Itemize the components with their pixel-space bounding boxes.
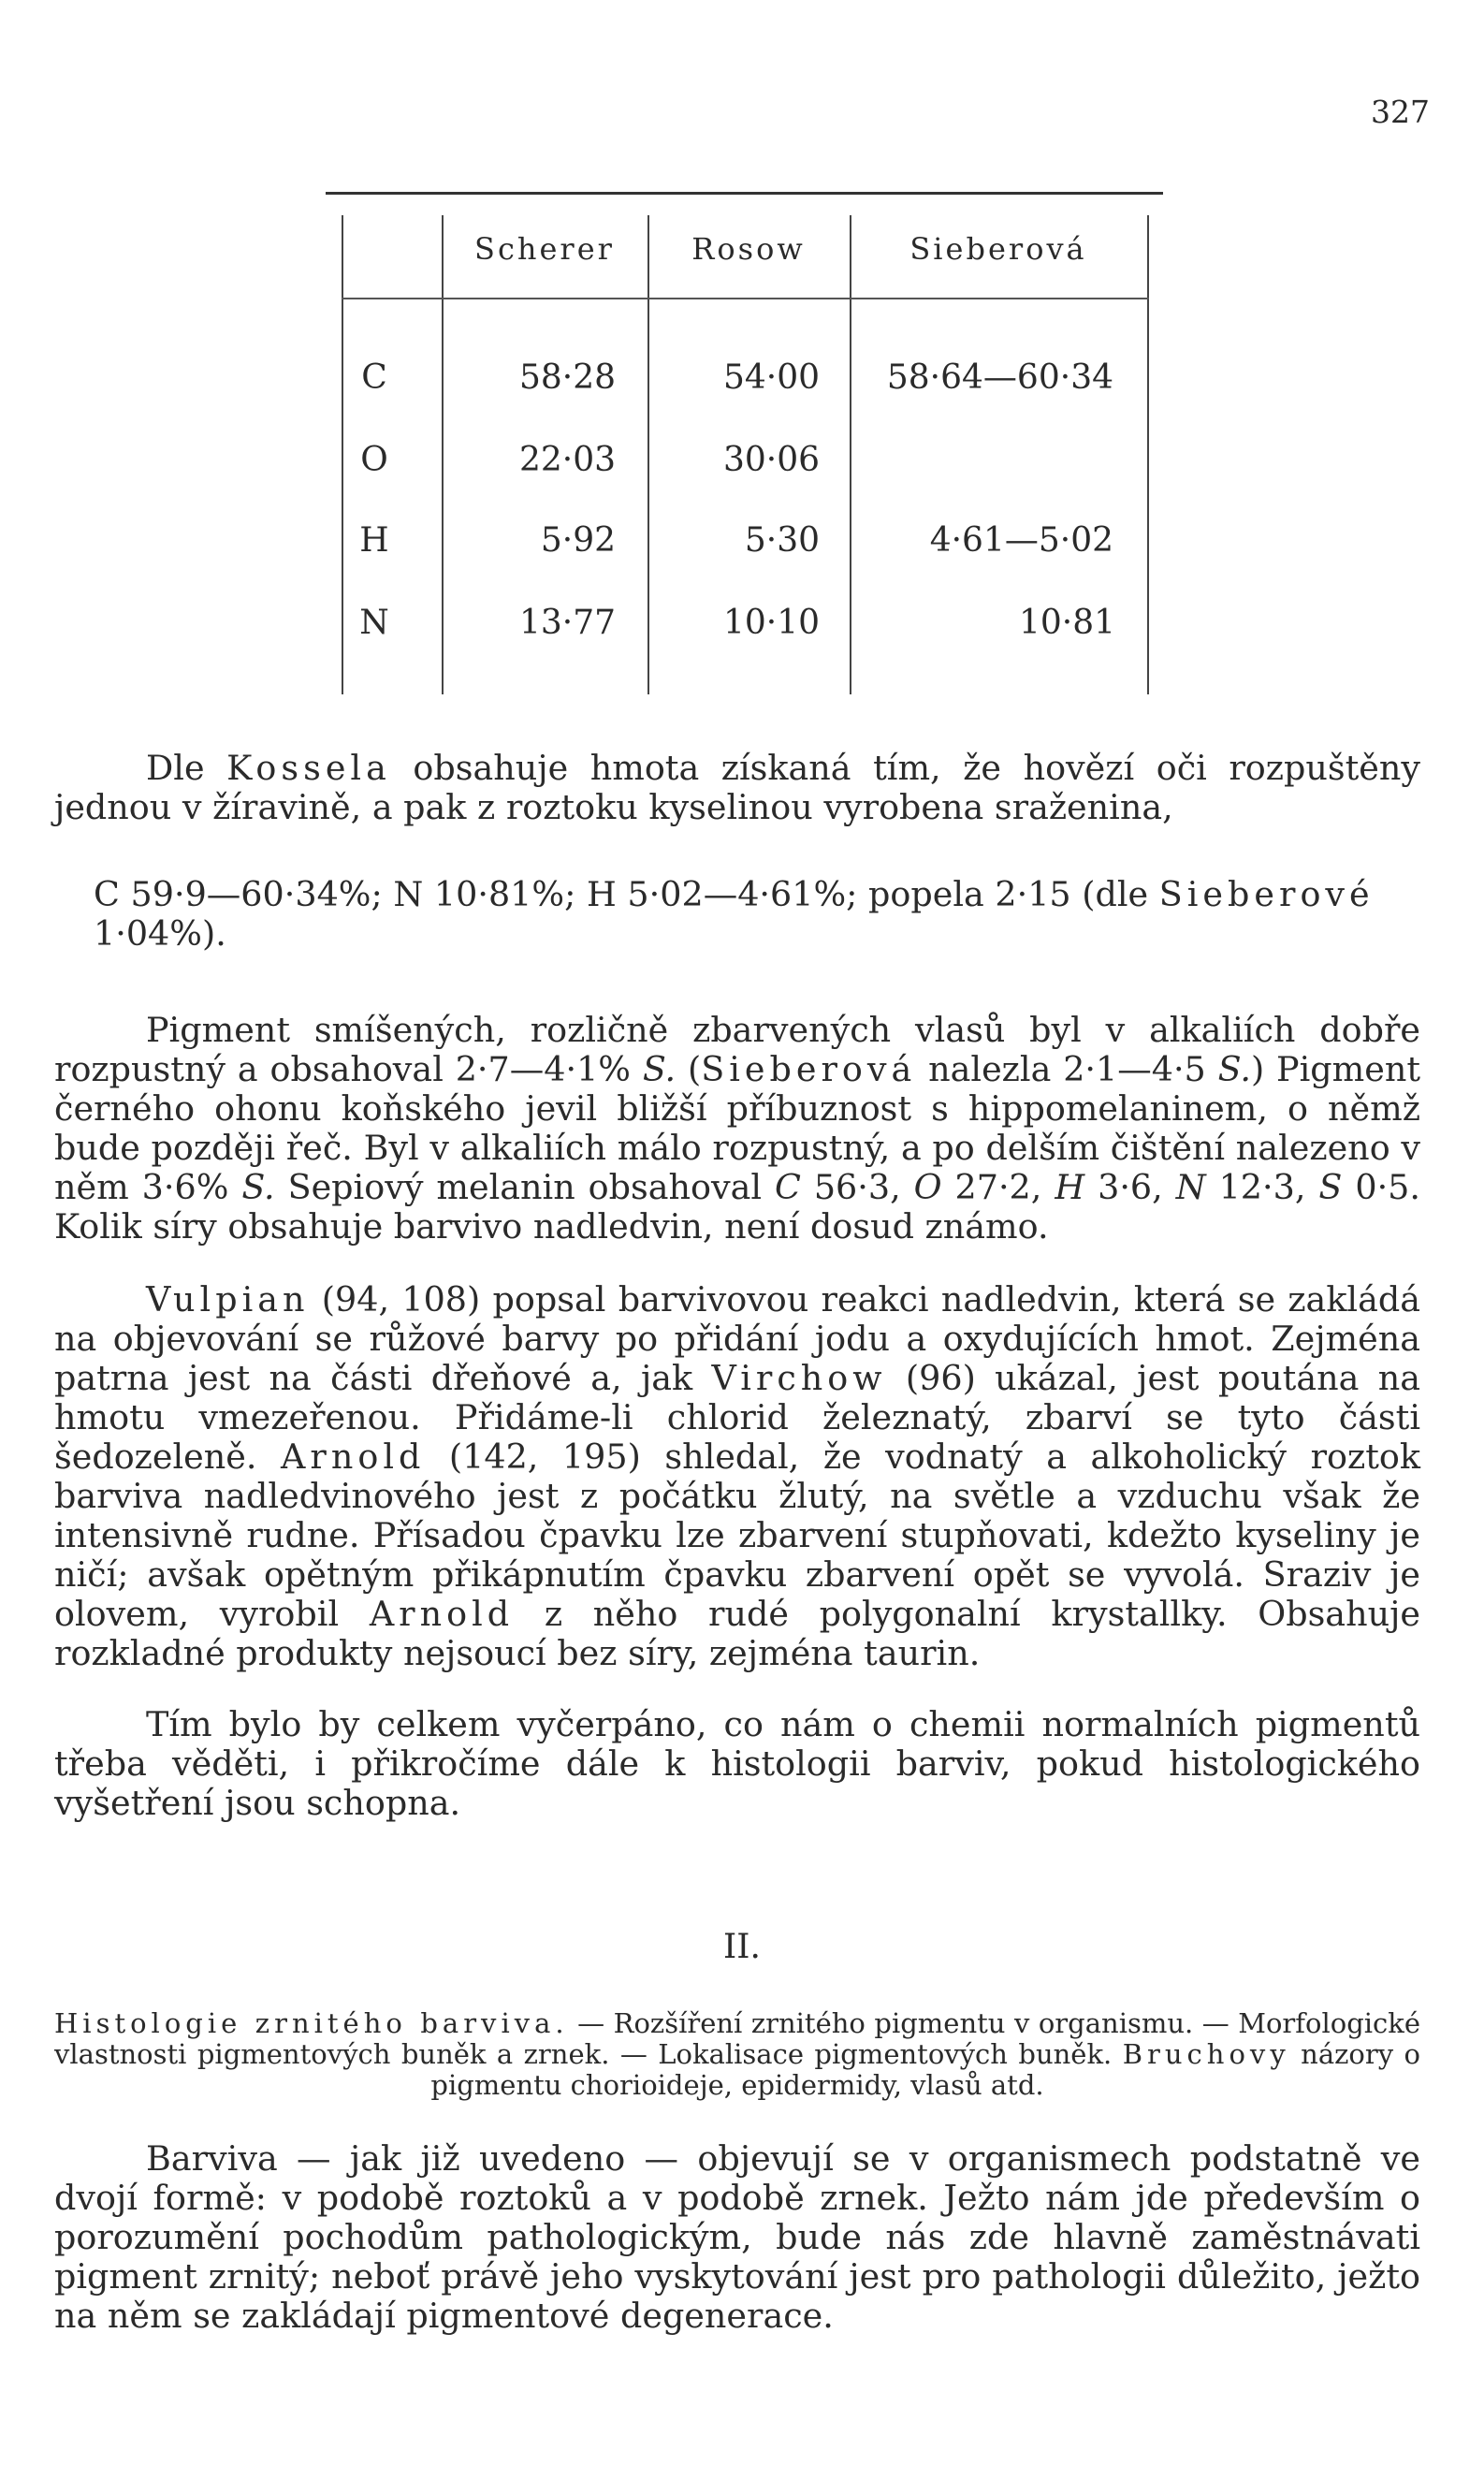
table-right-border <box>1147 215 1149 694</box>
table-cell: 54·00 <box>722 358 820 397</box>
author-name: Histologie zrnitého barviva. <box>54 2007 569 2039</box>
author-name: Sieberová <box>701 1049 917 1089</box>
formula-composition: C 59·9—60·34%; N 10·81%; H 5·02—4·61%; popela 2·15 (dle Sieberové 1·04%). <box>94 874 1375 954</box>
paragraph-vulpian: Vulpian (94, 108) popsal barvivovou reakci nadledvin, která se zakládá na objevování se růžové barvy po přidání jodu a oxydujících hmot. Zejména patrna jest na části dřeňové a, jak Virchow (96) ukázal, jest poutána na hmotu vmezeřenou. Přidáme-li chlorid železnatý, zbarví se tyto části šedozeleně. Arnold (142, 195) shledal, že vodnatý a alkoholický roztok barviva nadledvinového jest z počátku žlutý, na světle a vzduchu však že intensivně rudne. Přísadou čpavku lze zbarvení stupňovati, kdežto kyseliny je ničí; avšak opětným přikápnutím čpavku zbarvení opět se vyvolá. Sraziv je olovem, vyrobil Arnold z něho rudé polygonalní krystallky. Obsahuje rozkladné produkty nejsoucí bez síry, zejména taurin. <box>54 1279 1420 1673</box>
section-number: II. <box>723 1928 761 1966</box>
table-cell: 58·64—60·34 <box>886 358 1113 397</box>
page-number: 327 <box>1371 94 1430 130</box>
author-name: Virchow <box>711 1358 887 1398</box>
section-summary: Histologie zrnitého barviva. — Rozšíření zrnitého pigmentu v organismu. — Morfologické vlastnosti pigmentových buněk a zrnek. — Lokalisace pigmentových buněk. Bruchovy názory o pigmentu chorioideje, epidermidy, vlasů atd. <box>54 2007 1421 2101</box>
table-cell: 10·81 <box>1018 604 1115 642</box>
author-name: Arnold <box>369 1594 515 1634</box>
row-label: O <box>360 441 388 479</box>
paragraph-kossel: Dle Kossela obsahuje hmota získaná tím, že hovězí oči rozpuštěny jednou v žíravině, a pak z roztoku kyselinou vyrobena sraženina, <box>54 748 1421 827</box>
table-cell: 10·10 <box>722 604 820 642</box>
table-cell: 22·03 <box>518 441 616 479</box>
table-header-sieberova: Sieberová <box>909 231 1087 267</box>
paragraph-pigment-hair: Pigment smíšených, rozličně zbarvených vlasů byl v alkaliích dobře rozpustný a obsahoval 2·7—4·1% S. (Sieberová nalezla 2·1—4·5 S.) Pigment černého ohonu koňského jevil bližší příbuznost s hippomelaninem, o němž bude později řeč. Byl v alkaliích málo rozpustný, a po delším čištění nalezeno v něm 3·6% S. Sepiový melanin obsahoval C 56·3, O 27·2, H 3·6, N 12·3, S 0·5. Kolik síry obsahuje barvivo nadledvin, není dosud známo. <box>54 1010 1421 1247</box>
row-label: N <box>359 604 389 642</box>
author-name: Arnold <box>281 1436 426 1477</box>
author-name: Kossela <box>226 748 391 788</box>
composition-table <box>326 192 1163 694</box>
table-top-rule <box>326 192 1163 195</box>
table-cell: 5·92 <box>540 521 616 560</box>
paragraph-barviva: Barviva — jak již uvedeno — objevují se v organismech podstatně ve dvojí formě: v podobě roztoků a v podobě zrnek. Ježto nám jde především o porozumění pochodům pathologickým, bude nás zde hlavně zaměstnávati pigment zrnitý; neboť právě jeho vyskytování jest pro pathologii důležito, ježto na něm se zakládají pigmentové degenerace. <box>54 2138 1420 2336</box>
table-header-rule <box>342 298 1149 299</box>
author-name: Bruchovy <box>1122 2038 1290 2070</box>
table-header-scherer: Scherer <box>474 231 615 267</box>
table-cell: 5·30 <box>744 521 820 560</box>
table-cell: 30·06 <box>722 441 820 479</box>
author-name: Sieberové <box>1158 874 1375 914</box>
table-cell: 58·28 <box>518 358 616 397</box>
row-label: H <box>359 521 389 560</box>
table-cell: 13·77 <box>518 604 616 642</box>
row-label: C <box>361 358 387 397</box>
table-cell: 4·61—5·02 <box>929 521 1113 560</box>
paragraph-conclusion: Tím bylo by celkem vyčerpáno, co nám o chemii normalních pigmentů třeba věděti, i přikročíme dále k histologii barviv, pokud histologického vyšetření jsou schopna. <box>54 1704 1420 1823</box>
author-name: Vulpian <box>146 1279 310 1320</box>
table-header-rosow: Rosow <box>691 231 806 267</box>
